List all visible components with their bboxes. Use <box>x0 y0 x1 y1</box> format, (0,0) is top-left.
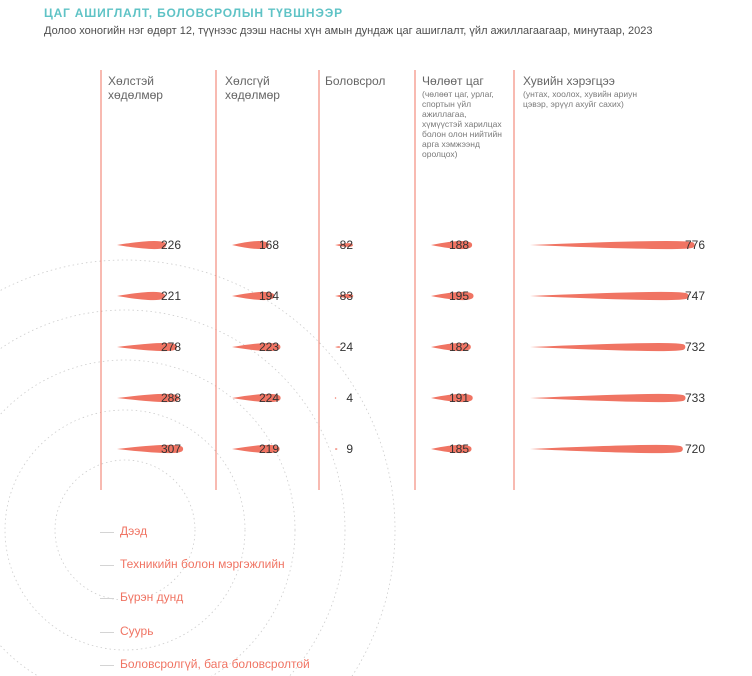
data-label: 9 <box>346 442 353 456</box>
data-label: 185 <box>448 442 469 456</box>
column-note: (чөлөөт цаг, урлаг, спортын үйл ажиллагаа, хүмүүстэй харилцах болон олон нийтийн арга хэмжээнд оролцох) <box>422 89 502 159</box>
data-label: 278 <box>160 340 181 354</box>
data-label: 219 <box>258 442 279 456</box>
data-label: 288 <box>160 391 181 405</box>
teardrop-bar <box>117 292 165 300</box>
column-label: Боловсрол <box>325 74 386 88</box>
data-label: 221 <box>160 289 181 303</box>
data-label: 733 <box>684 391 705 405</box>
data-label: 82 <box>339 238 353 252</box>
data-label: 720 <box>684 442 705 456</box>
data-label: 182 <box>448 340 469 354</box>
teardrop-bar <box>117 241 166 249</box>
legend-connector <box>100 665 114 666</box>
data-label: 4 <box>346 391 353 405</box>
data-label: 307 <box>160 442 181 456</box>
legend-item-lower-secondary: Суурь <box>120 624 154 638</box>
data-label: 223 <box>258 340 279 354</box>
column-label: Чөлөөт цаг <box>422 74 484 88</box>
teardrop-bar <box>530 394 686 402</box>
legend-connector <box>100 598 114 599</box>
legend-connector <box>100 632 114 633</box>
legend-item-primary-none: Боловсролгүй, бага боловсролтой <box>120 657 310 671</box>
data-label: 226 <box>160 238 181 252</box>
teardrop-bar <box>335 397 336 399</box>
data-label: 224 <box>258 391 279 405</box>
column-label: Хувийн хэрэгцээ <box>523 74 615 88</box>
background-arc <box>0 310 345 676</box>
column-label: Хөлсгүй хөдөлмөр <box>225 74 280 102</box>
data-label: 194 <box>258 289 279 303</box>
data-label: 747 <box>684 289 705 303</box>
chart-subtitle: Долоо хоногийн нэг өдөрт 12, түүнээс дээш насны хүн амын дундаж цаг ашиглалт, үйл ажиллагаагаар, минутаар, 2023 <box>44 25 653 37</box>
legend-item-technical: Техникийн болон мэргэжлийн <box>120 557 285 571</box>
chart-title: ЦАГ АШИГЛАЛТ, БОЛОВСРОЛЫН ТҮВШНЭЭР <box>44 6 343 20</box>
teardrop-bar <box>530 292 689 300</box>
teardrop-bar <box>530 343 685 351</box>
data-label: 776 <box>684 238 705 252</box>
legend-connector <box>100 565 114 566</box>
data-label: 188 <box>448 238 469 252</box>
legend-item-higher: Дээд <box>120 524 148 538</box>
data-label: 732 <box>684 340 705 354</box>
data-label: 24 <box>339 340 353 354</box>
column-note: (унтах, хоолох, хувийн ариун цэвэр, эрүүл ахуйг сахих) <box>523 89 638 109</box>
column-label: Хөлстэй хөдөлмөр <box>108 74 163 102</box>
legend-item-upper-secondary: Бүрэн дунд <box>120 590 184 604</box>
data-label: 83 <box>339 289 353 303</box>
legend-connector <box>100 532 114 533</box>
data-label: 191 <box>448 391 469 405</box>
teardrop-bar <box>335 448 337 450</box>
data-label: 168 <box>258 238 279 252</box>
data-label: 195 <box>448 289 469 303</box>
teardrop-bar <box>530 445 683 453</box>
teardrop-bar <box>530 241 695 249</box>
